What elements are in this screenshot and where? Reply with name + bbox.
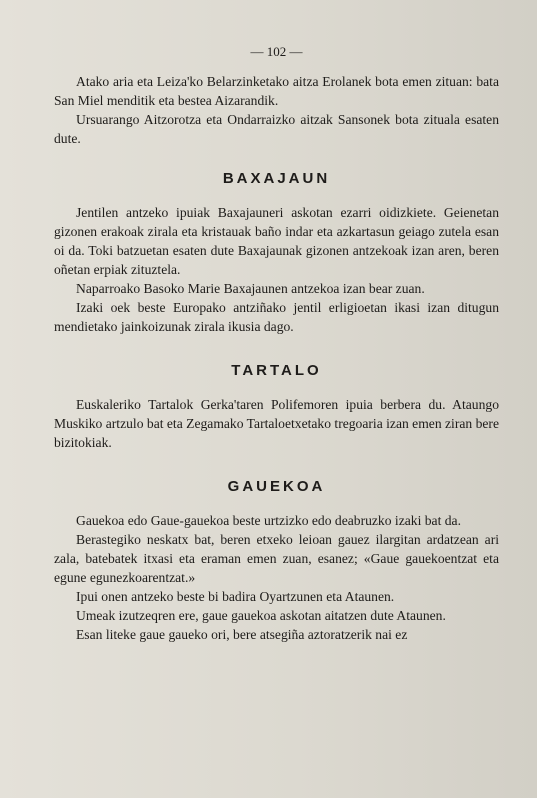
gauekoa-paragraph-3: Ipui onen antzeko beste bi badira Oyartzunen eta Ataunen. — [76, 589, 395, 604]
gauekoa-paragraph-5: Esan liteke gaue gaueko ori, bere atsegiña aztoratzerik nai ez — [76, 627, 408, 642]
gauekoa-paragraph-1: Gauekoa edo Gaue-gauekoa beste urtzizko edo deabruzko izaki bat da. — [76, 513, 461, 528]
page-number: — 102 — — [250, 44, 303, 59]
section-heading-tartalo: TARTALO — [231, 362, 322, 379]
baxajaun-paragraph-3: Izaki oek beste Europako antziñako jentil erligioetan ikasi izan ditugun mendietako jainkoizunak zirala ikusia dago. — [54, 300, 499, 334]
baxajaun-paragraph-2: Naparroako Basoko Marie Baxajaunen antzekoa izan bear zuan. — [76, 281, 425, 296]
tartalo-paragraph-1: Euskaleriko Tartalok Gerka'taren Polifemoren ipuia berbera du. Ataungo Muskiko artzulo bat eta Zegamako Tartaloetxetako tregoaria izan emen ziran bere bizitokiak. — [54, 397, 499, 450]
section-heading-baxajaun: BAXAJAUN — [222, 170, 331, 187]
gauekoa-paragraph-4: Umeak izutzeqren ere, gaue gauekoa askotan aitatzen dute Ataunen. — [76, 608, 446, 623]
section-heading-gauekoa: GAUEKOA — [227, 478, 326, 495]
intro-paragraph-1: Atako aria eta Leiza'ko Belarzinketako aitza Erolanek bota emen zituan: bata San Miel menditik eta bestea Aizarandik. — [54, 74, 499, 108]
gauekoa-paragraph-2: Berastegiko neskatx bat, beren etxeko leioan gauez ilargitan ardatzean ari zala, batebatek itxasi eta eraman emen zuan, esanez; «Gaue gauekoentzat eta egune egunezkoarentzat.» — [54, 532, 499, 585]
baxajaun-paragraph-1: Jentilen antzeko ipuiak Baxajauneri askotan ezarri oidizkiete. Geienetan gizonen erakoak zirala eta kristauak baño indar eta azkartasun geiago zutela esan oi da. Toki batzuetan esaten dute Baxajaunak gizonen antzekoak izan aren, beren oñetan erpiak zituztela. — [54, 205, 499, 277]
intro-paragraph-2: Ursuarango Aitzorotza eta Ondarraizko aitzak Sansonek bota zituala esaten dute. — [54, 112, 499, 146]
